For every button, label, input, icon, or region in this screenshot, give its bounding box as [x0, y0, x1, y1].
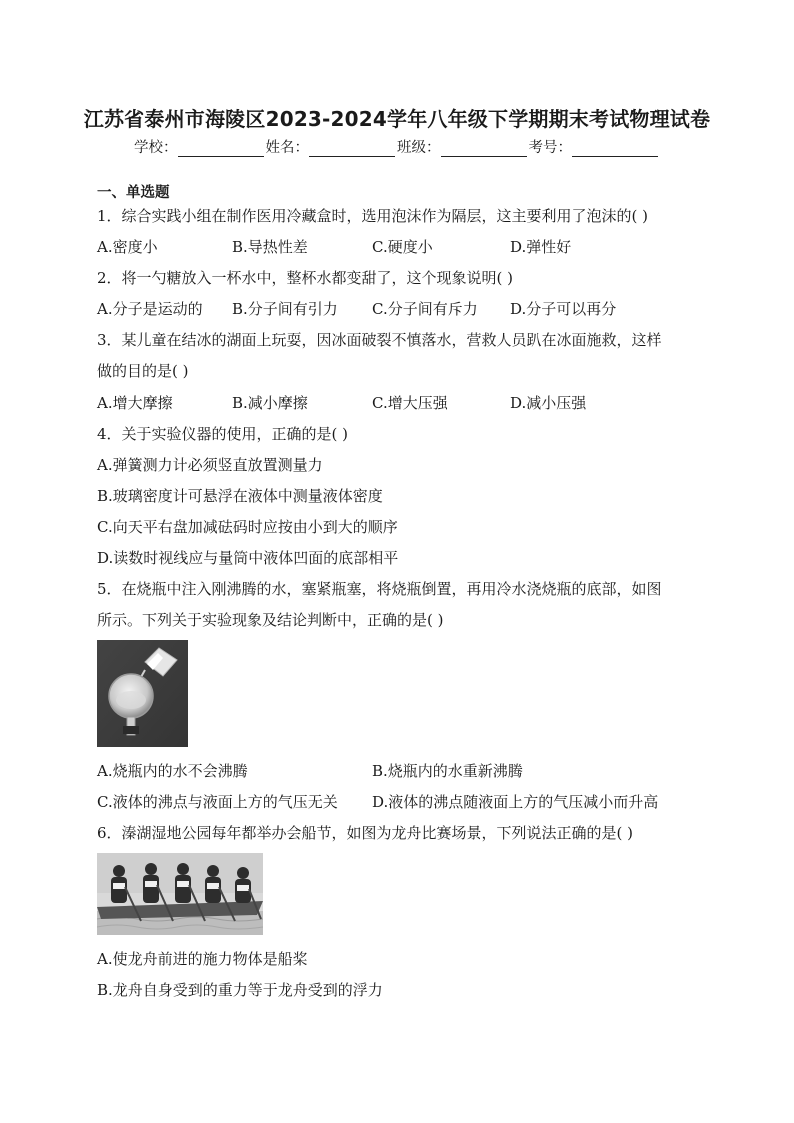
question-6-stem: 6．溱湖湿地公园每年都举办会船节，如图为龙舟比赛场景，下列说法正确的是( ) [97, 824, 634, 842]
q4-option-c: C.向天平右盘加减砝码时应按由小到大的顺序 [97, 518, 398, 536]
q1-option-a: A.密度小 [97, 238, 158, 256]
question-1-stem: 1．综合实践小组在制作医用冷藏盒时，选用泡沫作为隔层，这主要利用了泡沫的( ) [97, 207, 649, 225]
dragon-boat-photo [97, 853, 263, 935]
q2-option-c: C.分子间有斥力 [372, 300, 478, 318]
exam-number-blank [572, 141, 658, 157]
q5-option-b: B.烧瓶内的水重新沸腾 [372, 762, 523, 780]
flask-experiment-figure [97, 640, 188, 747]
page-title: 江苏省泰州市海陵区2023-2024学年八年级下学期期末考试物理试卷 [83, 107, 711, 131]
q3-option-c: C.增大压强 [372, 394, 448, 412]
q1-option-b: B.导热性差 [232, 238, 308, 256]
class-blank [441, 141, 527, 157]
q3-option-d: D.减小压强 [510, 394, 587, 412]
q4-option-d: D.读数时视线应与量筒中液体凹面的底部相平 [97, 549, 399, 567]
q2-option-b: B.分子间有引力 [232, 300, 338, 318]
class-field [397, 136, 529, 157]
q3-option-b: B.减小摩擦 [232, 394, 308, 412]
question-5-stem-line1: 5．在烧瓶中注入刚沸腾的水，塞紧瓶塞，将烧瓶倒置，再用冷水浇烧瓶的底部，如图 [97, 580, 662, 598]
q1-option-d: D.弹性好 [510, 238, 572, 256]
school-field [134, 136, 266, 157]
name-blank [309, 141, 395, 157]
q4-option-b: B.玻璃密度计可悬浮在液体中测量液体密度 [97, 487, 383, 505]
question-4-stem: 4．关于实验仪器的使用，正确的是( ) [97, 425, 349, 443]
question-3-stem-line2: 做的目的是( ) [97, 362, 189, 380]
q5-option-a: A.烧瓶内的水不会沸腾 [97, 762, 248, 780]
name-field [266, 136, 398, 157]
q6-option-a: A.使龙舟前进的施力物体是船桨 [97, 950, 308, 968]
section-heading: 一、单选题 [97, 185, 170, 201]
school-blank [178, 141, 264, 157]
question-3-stem-line1: 3．某儿童在结冰的湖面上玩耍，因冰面破裂不慎落水，营救人员趴在冰面施救，这样 [97, 331, 662, 349]
exam-number-label: 考号： [528, 140, 572, 156]
q6-option-b: B.龙舟自身受到的重力等于龙舟受到的浮力 [97, 981, 383, 999]
student-info-row [0, 136, 794, 157]
school-label: 学校： [134, 140, 178, 156]
q2-option-d: D.分子可以再分 [510, 300, 617, 318]
q4-option-a: A.弹簧测力计必须竖直放置测量力 [97, 456, 323, 474]
question-5-stem-line2: 所示。下列关于实验现象及结论判断中，正确的是( ) [97, 611, 444, 629]
name-label: 姓名： [265, 140, 309, 156]
q2-option-a: A.分子是运动的 [97, 300, 203, 318]
class-label: 班级： [397, 140, 441, 156]
q5-option-d: D.液体的沸点随液面上方的气压减小而升高 [372, 793, 659, 811]
exam-number-field [529, 136, 661, 157]
q1-option-c: C.硬度小 [372, 238, 433, 256]
q5-option-c: C.液体的沸点与液面上方的气压无关 [97, 793, 338, 811]
q3-option-a: A.增大摩擦 [97, 394, 173, 412]
question-2-stem: 2．将一勺糖放入一杯水中，整杯水都变甜了，这个现象说明( ) [97, 269, 514, 287]
